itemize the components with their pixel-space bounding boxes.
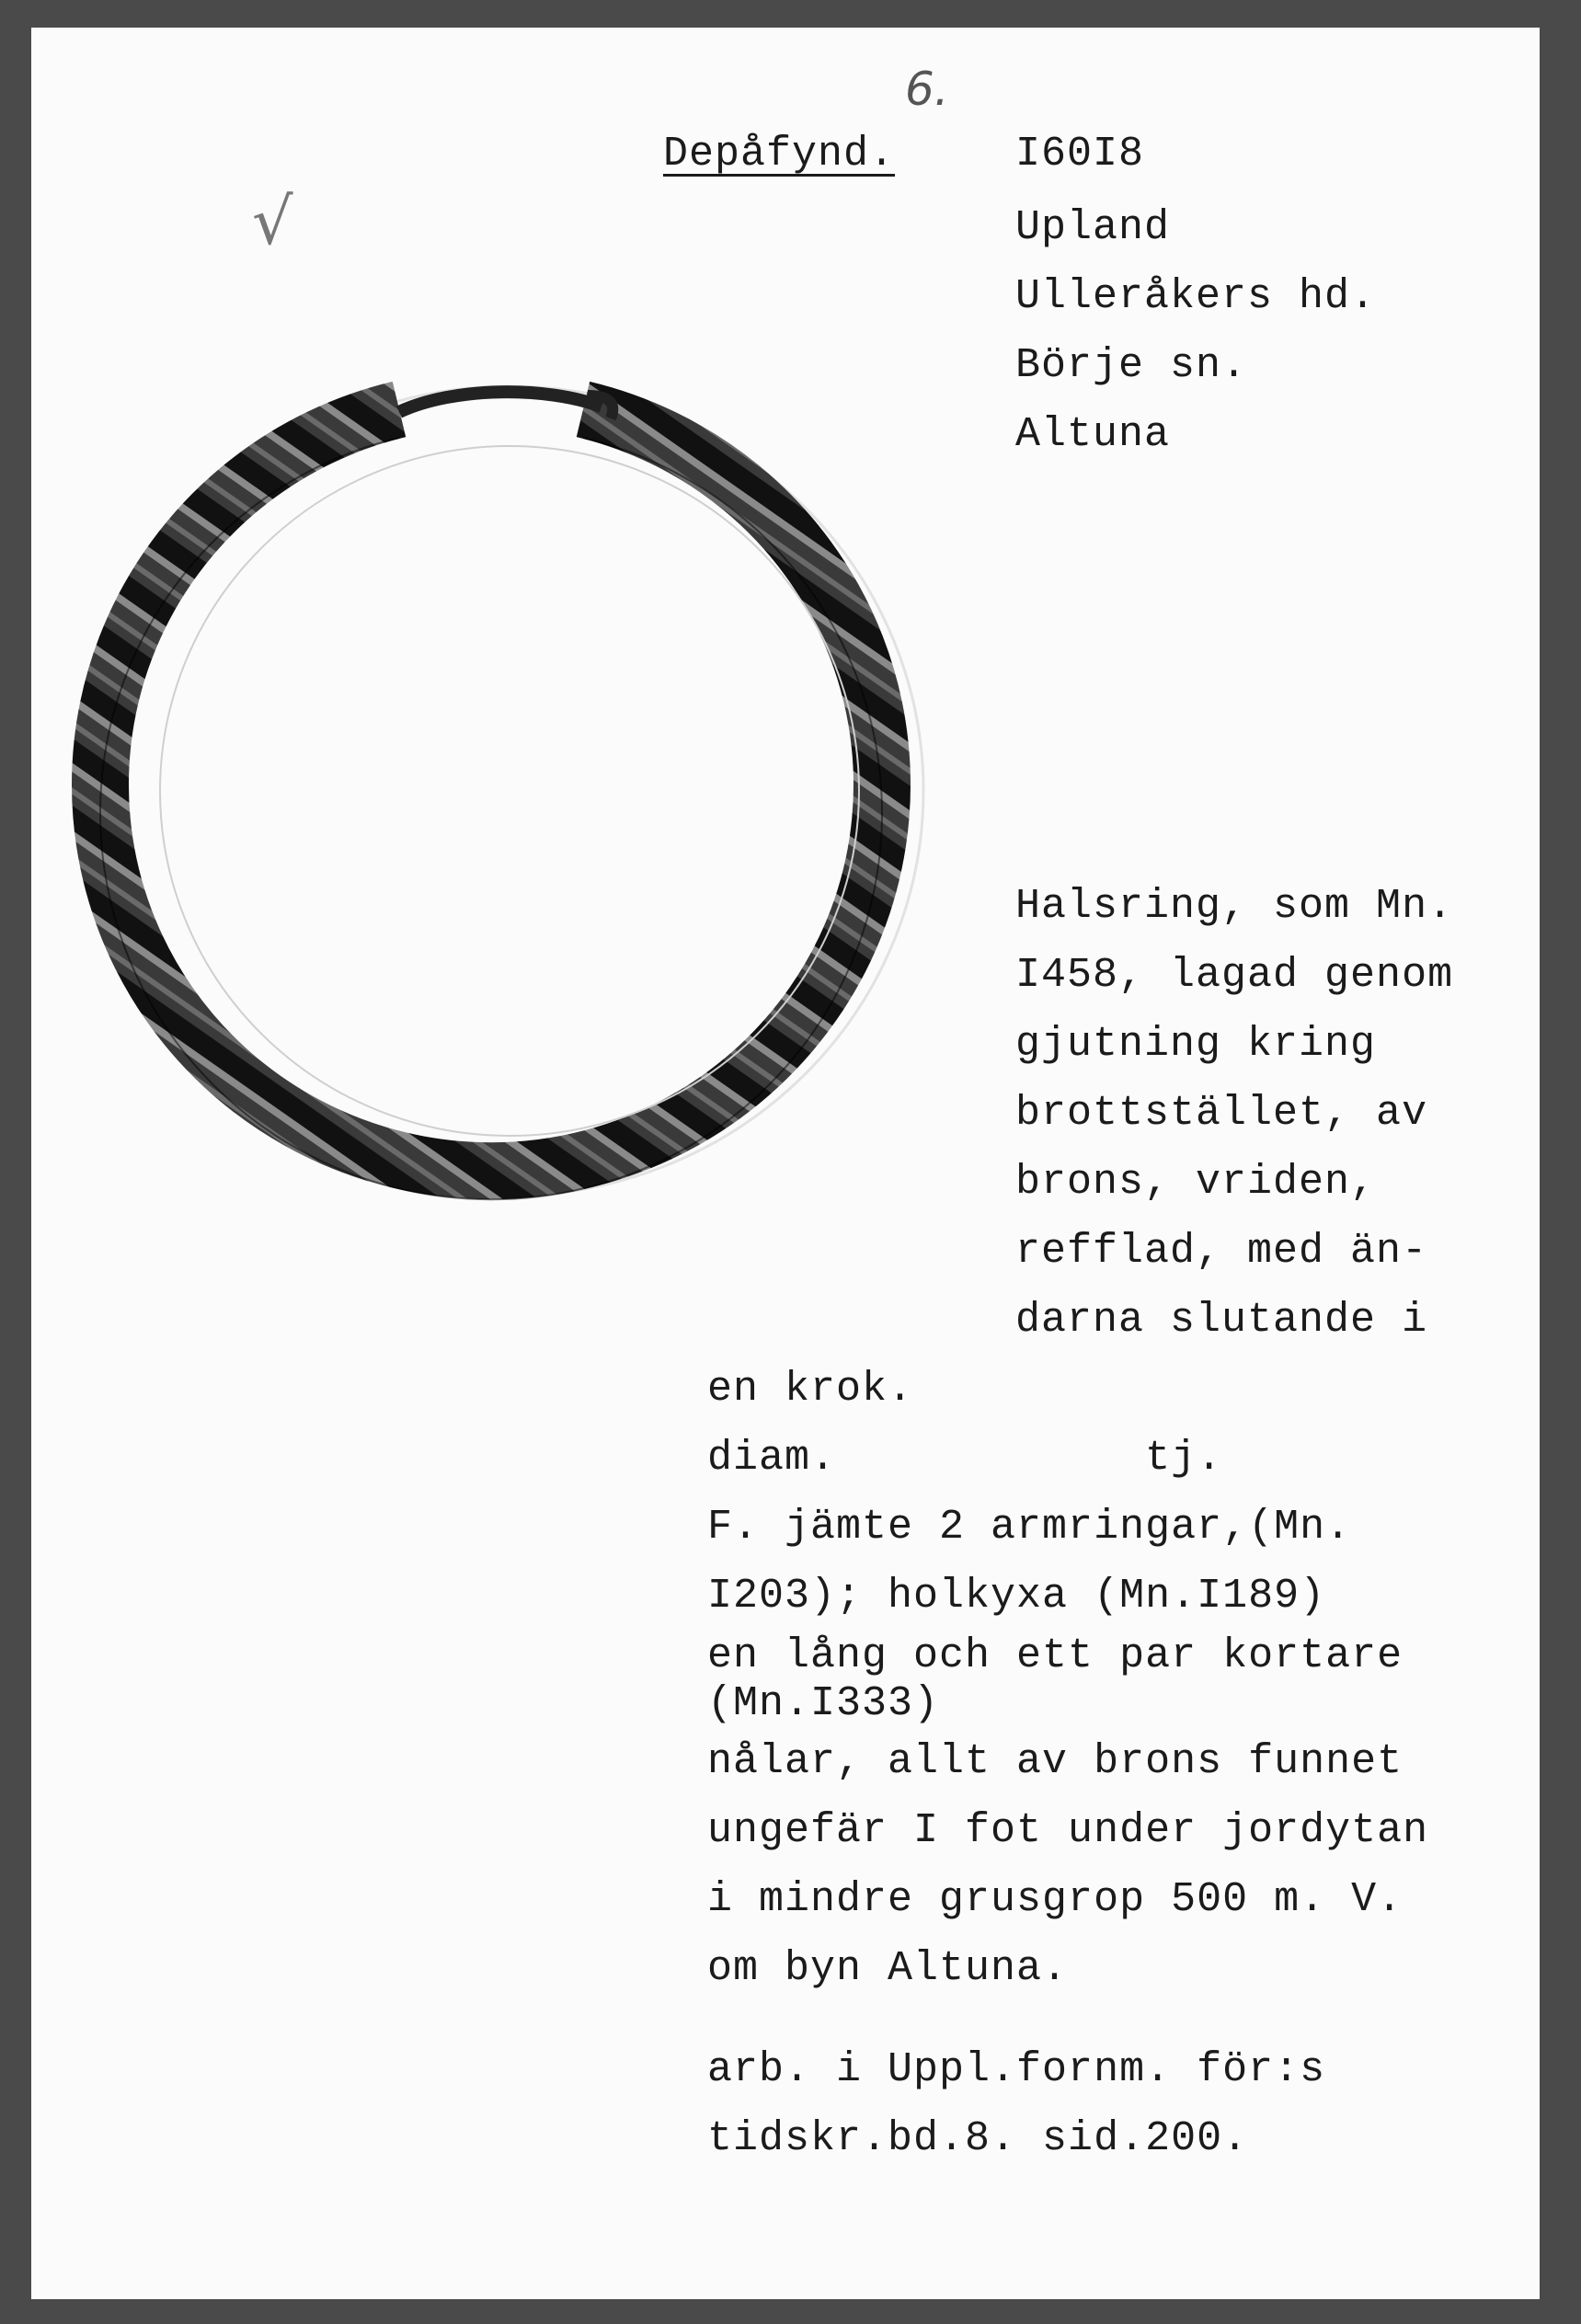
description-block: [1015, 872, 1453, 1355]
description-line: refflad, med än-: [1015, 1228, 1428, 1275]
find-line: en lång och ett par kortare: [707, 1632, 1403, 1679]
category-label: Depåfynd.: [663, 131, 896, 177]
catalog-card: [31, 28, 1540, 2299]
check-mark: √: [252, 184, 293, 259]
location-line: Börje sn.: [1015, 342, 1248, 389]
continued-line: en krok.: [707, 1366, 914, 1413]
neck-ring-photo: [68, 331, 951, 1232]
catalog-number: I60I8: [1015, 131, 1145, 177]
continued-block: [707, 1355, 1222, 1493]
find-context-block: [707, 1493, 1428, 2003]
find-line: ungefär I fot under jordytan: [707, 1807, 1429, 1854]
description-line: brottstället, av: [1015, 1090, 1428, 1137]
page-number-handwritten: 6.: [905, 63, 949, 116]
description-line: gjutning kring: [1015, 1021, 1377, 1068]
find-line: F. jämte 2 armringar,(Mn.: [707, 1504, 1352, 1551]
description-line: Halsring, som Mn.: [1015, 883, 1454, 930]
location-line: Upland: [1015, 204, 1171, 251]
find-line: nålar, allt av brons funnet: [707, 1738, 1403, 1785]
continued-line: diam. tj.: [707, 1435, 1223, 1482]
reference-block: [707, 2035, 1325, 2173]
reference-line: arb. i Uppl.fornm. för:s: [707, 2046, 1326, 2093]
find-line: I203); holkyxa (Mn.I189): [707, 1573, 1326, 1620]
description-line: darna slutande i: [1015, 1297, 1428, 1344]
reference-line: tidskr.bd.8. sid.200.: [707, 2115, 1249, 2162]
location-line: Altuna: [1015, 411, 1171, 458]
find-line: om byn Altuna.: [707, 1945, 1069, 1992]
find-line: (Mn.I333): [707, 1680, 940, 1727]
location-block: [1015, 193, 1376, 469]
find-line: i mindre grusgrop 500 m. V.: [707, 1876, 1403, 1923]
description-line: brons, vriden,: [1015, 1159, 1377, 1206]
location-line: Ulleråkers hd.: [1015, 273, 1377, 320]
description-line: I458, lagad genom: [1015, 952, 1454, 999]
